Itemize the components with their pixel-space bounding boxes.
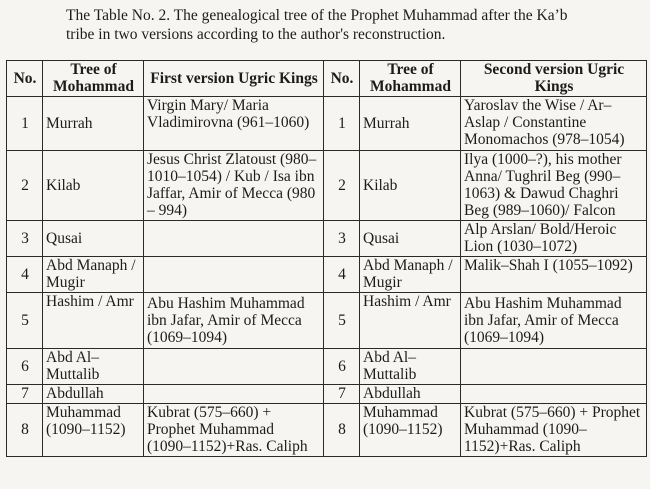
row-number-right: 6 bbox=[324, 349, 360, 385]
second-version-cell bbox=[461, 349, 647, 385]
row-number-right: 8 bbox=[324, 404, 360, 457]
header-no-left: No. bbox=[7, 61, 43, 97]
header-tree-left: Tree of Mohammad bbox=[43, 61, 144, 97]
tree-name-right: Muhammad (1090–1152) bbox=[360, 404, 461, 457]
second-version-cell: Ilya (1000–?), his mother Anna/ Tughril Beg (990–1063) & Dawud Chaghri Beg (989–1060)/ Falcon bbox=[461, 151, 647, 221]
caption-line-1: The Table No. 2. The genealogical tree of the Prophet Muhammad after the Ka’b bbox=[66, 7, 568, 24]
tree-name-right: Hashim / Amr bbox=[360, 293, 461, 349]
row-number: 5 bbox=[7, 293, 43, 349]
tree-name: Abd Manaph / Mugir bbox=[43, 257, 144, 293]
tree-name: Abd Al–Muttalib bbox=[43, 349, 144, 385]
table-row bbox=[7, 385, 647, 404]
second-version-cell: Kubrat (575–660) + Prophet Muhammad (1090–1152)+Ras. Caliph bbox=[461, 404, 647, 457]
tree-name: Kilab bbox=[43, 151, 144, 221]
table-row bbox=[7, 151, 647, 221]
tree-name-right: Qusai bbox=[360, 221, 461, 257]
genealogy-table bbox=[6, 60, 647, 457]
header-no-right: No. bbox=[324, 61, 360, 97]
tree-name: Muhammad (1090–1152) bbox=[43, 404, 144, 457]
row-number-right: 1 bbox=[324, 97, 360, 151]
second-version-cell bbox=[461, 385, 647, 404]
tree-name-right: Murrah bbox=[360, 97, 461, 151]
caption-line-2: tribe in two versions according to the author's reconstruction. bbox=[66, 26, 446, 43]
row-number-right: 3 bbox=[324, 221, 360, 257]
table-row bbox=[7, 221, 647, 257]
row-number-right: 2 bbox=[324, 151, 360, 221]
row-number: 7 bbox=[7, 385, 43, 404]
table-row bbox=[7, 257, 647, 293]
first-version-cell: Abu Hashim Muhammad ibn Jafar, Amir of Mecca (1069–1094) bbox=[144, 293, 324, 349]
first-version-cell: Virgin Mary/ Maria Vladimirovna (961–1060) bbox=[144, 97, 324, 151]
table-row bbox=[7, 97, 647, 151]
first-version-cell bbox=[144, 349, 324, 385]
header-first-version: First version Ugric Kings bbox=[144, 61, 324, 97]
row-number-right: 4 bbox=[324, 257, 360, 293]
second-version-cell: Yaroslav the Wise / Ar–Aslap / Constantine Monomachos (978–1054) bbox=[461, 97, 647, 151]
row-number-right: 7 bbox=[324, 385, 360, 404]
table-caption bbox=[66, 6, 626, 44]
first-version-cell bbox=[144, 221, 324, 257]
row-number: 6 bbox=[7, 349, 43, 385]
row-number: 1 bbox=[7, 97, 43, 151]
tree-name: Murrah bbox=[43, 97, 144, 151]
tree-name: Abdullah bbox=[43, 385, 144, 404]
row-number: 4 bbox=[7, 257, 43, 293]
tree-name-right: Abd Al–Muttalib bbox=[360, 349, 461, 385]
tree-name-right: Kilab bbox=[360, 151, 461, 221]
header-row bbox=[7, 61, 647, 97]
row-number-right: 5 bbox=[324, 293, 360, 349]
second-version-cell: Malik–Shah I (1055–1092) bbox=[461, 257, 647, 293]
first-version-cell: Kubrat (575–660) + Prophet Muhammad (1090–1152)+Ras. Caliph bbox=[144, 404, 324, 457]
header-tree-right: Tree of Mohammad bbox=[360, 61, 461, 97]
row-number: 3 bbox=[7, 221, 43, 257]
second-version-cell: Alp Arslan/ Bold/Heroic Lion (1030–1072) bbox=[461, 221, 647, 257]
first-version-cell bbox=[144, 385, 324, 404]
row-number: 8 bbox=[7, 404, 43, 457]
tree-name-right: Abd Manaph / Mugir bbox=[360, 257, 461, 293]
table-row bbox=[7, 293, 647, 349]
first-version-cell: Jesus Christ Zlatoust (980–1010–1054) / Kub / Isa ibn Jaffar, Amir of Mecca (980 – 994) bbox=[144, 151, 324, 221]
tree-name: Hashim / Amr bbox=[43, 293, 144, 349]
table-row bbox=[7, 404, 647, 457]
row-number: 2 bbox=[7, 151, 43, 221]
header-second-version: Second version Ugric Kings bbox=[461, 61, 647, 97]
first-version-cell bbox=[144, 257, 324, 293]
table-row bbox=[7, 349, 647, 385]
tree-name-right: Abdullah bbox=[360, 385, 461, 404]
second-version-cell: Abu Hashim Muhammad ibn Jafar, Amir of Mecca (1069–1094) bbox=[461, 293, 647, 349]
tree-name: Qusai bbox=[43, 221, 144, 257]
